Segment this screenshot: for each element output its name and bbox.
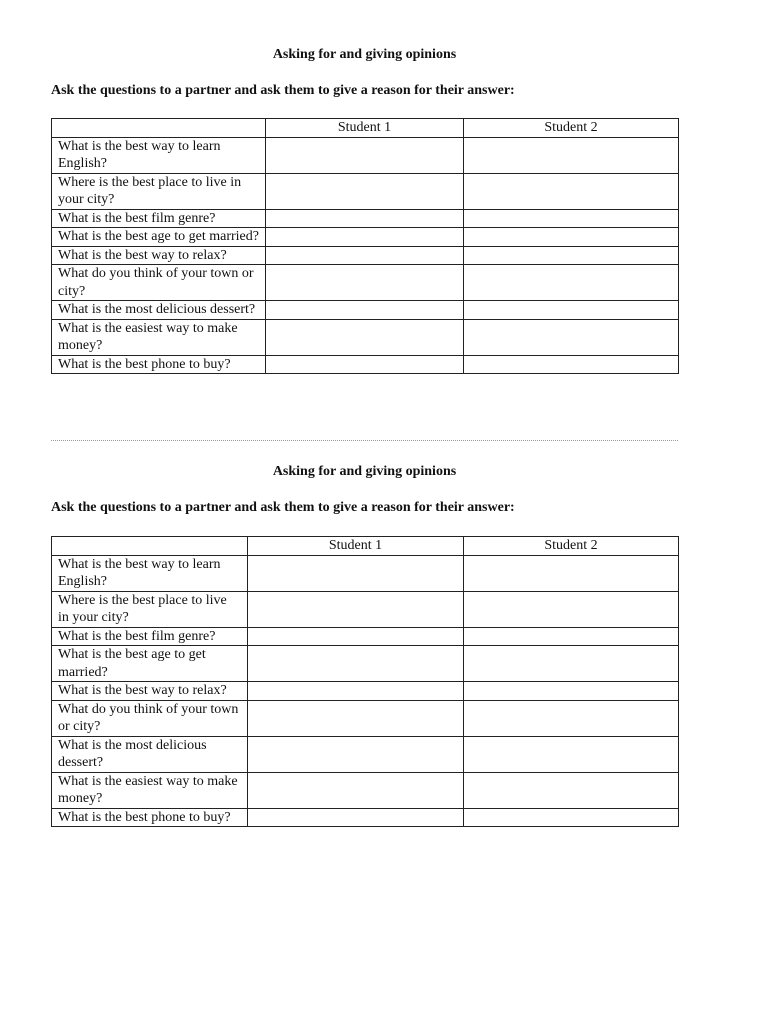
question-column-header <box>52 537 248 556</box>
student-2-answer-cell[interactable] <box>464 137 679 173</box>
table-row <box>52 137 679 173</box>
table-row <box>52 772 679 808</box>
table-row <box>52 646 679 682</box>
question-cell: What is the best film genre? <box>52 627 248 646</box>
question-cell: What is the easiest way to make money? <box>52 772 248 808</box>
student-2-answer-cell[interactable] <box>464 772 679 808</box>
student-2-answer-cell[interactable] <box>464 736 679 772</box>
student-1-answer-cell[interactable] <box>248 646 464 682</box>
student-2-answer-cell[interactable] <box>464 319 679 355</box>
student-1-answer-cell[interactable] <box>266 137 464 173</box>
worksheet-title: Asking for and giving opinions <box>272 47 457 62</box>
student-1-answer-cell[interactable] <box>248 772 464 808</box>
student-1-answer-cell[interactable] <box>248 627 464 646</box>
student-1-answer-cell[interactable] <box>266 209 464 228</box>
student-1-answer-cell[interactable] <box>266 246 464 265</box>
student-2-answer-cell[interactable] <box>464 555 679 591</box>
student-1-answer-cell[interactable] <box>248 591 464 627</box>
question-cell: What do you think of your town or city? <box>52 700 248 736</box>
question-cell: Where is the best place to live in your city? <box>52 591 248 627</box>
worksheet-title: Asking for and giving opinions <box>272 464 457 479</box>
question-cell: Where is the best place to live in your city? <box>52 173 266 209</box>
student-2-column-header: Student 2 <box>464 537 679 556</box>
table-row <box>52 591 679 627</box>
table-row <box>52 319 679 355</box>
question-cell: What is the most delicious dessert? <box>52 301 266 320</box>
student-1-answer-cell[interactable] <box>248 555 464 591</box>
worksheet-instructions: Ask the questions to a partner and ask them to give a reason for their answer: <box>51 500 515 515</box>
student-2-answer-cell[interactable] <box>464 209 679 228</box>
student-2-answer-cell[interactable] <box>464 173 679 209</box>
table-row <box>52 228 679 247</box>
questions-table <box>51 536 679 827</box>
question-cell: What is the best age to get married? <box>52 228 266 247</box>
question-cell: What is the best way to learn English? <box>52 555 248 591</box>
table-header-row <box>52 119 679 138</box>
question-cell: What is the best phone to buy? <box>52 355 266 374</box>
question-cell: What is the best film genre? <box>52 209 266 228</box>
student-1-column-header: Student 1 <box>248 537 464 556</box>
student-1-answer-cell[interactable] <box>248 736 464 772</box>
table-row <box>52 355 679 374</box>
cut-line-divider <box>51 440 678 441</box>
student-1-answer-cell[interactable] <box>248 682 464 701</box>
question-cell: What do you think of your town or city? <box>52 265 266 301</box>
student-2-answer-cell[interactable] <box>464 591 679 627</box>
student-2-answer-cell[interactable] <box>464 682 679 701</box>
question-cell: What is the most delicious dessert? <box>52 736 248 772</box>
table-row <box>52 700 679 736</box>
question-cell: What is the best phone to buy? <box>52 808 248 827</box>
student-2-answer-cell[interactable] <box>464 301 679 320</box>
worksheet-instructions: Ask the questions to a partner and ask them to give a reason for their answer: <box>51 83 515 98</box>
worksheet-1 <box>51 46 678 374</box>
student-1-answer-cell[interactable] <box>266 265 464 301</box>
question-cell: What is the best way to learn English? <box>52 137 266 173</box>
table-header-row <box>52 537 679 556</box>
question-cell: What is the best age to get married? <box>52 646 248 682</box>
table-row <box>52 209 679 228</box>
student-1-answer-cell[interactable] <box>266 301 464 320</box>
student-2-answer-cell[interactable] <box>464 265 679 301</box>
table-row <box>52 808 679 827</box>
question-cell: What is the best way to relax? <box>52 682 248 701</box>
student-1-column-header: Student 1 <box>266 119 464 138</box>
student-1-answer-cell[interactable] <box>266 173 464 209</box>
table-row <box>52 246 679 265</box>
questions-table <box>51 118 679 374</box>
question-cell: What is the easiest way to make money? <box>52 319 266 355</box>
student-1-answer-cell[interactable] <box>266 355 464 374</box>
question-column-header <box>52 119 266 138</box>
student-2-answer-cell[interactable] <box>464 355 679 374</box>
student-1-answer-cell[interactable] <box>248 808 464 827</box>
student-2-answer-cell[interactable] <box>464 246 679 265</box>
student-2-answer-cell[interactable] <box>464 808 679 827</box>
table-row <box>52 627 679 646</box>
table-row <box>52 265 679 301</box>
student-2-answer-cell[interactable] <box>464 627 679 646</box>
student-2-answer-cell[interactable] <box>464 646 679 682</box>
table-row <box>52 173 679 209</box>
table-row <box>52 555 679 591</box>
table-row <box>52 736 679 772</box>
worksheet-2 <box>51 463 678 827</box>
student-1-answer-cell[interactable] <box>266 228 464 247</box>
table-row <box>52 682 679 701</box>
table-row <box>52 301 679 320</box>
student-2-answer-cell[interactable] <box>464 228 679 247</box>
student-1-answer-cell[interactable] <box>248 700 464 736</box>
student-1-answer-cell[interactable] <box>266 319 464 355</box>
student-2-answer-cell[interactable] <box>464 700 679 736</box>
question-cell: What is the best way to relax? <box>52 246 266 265</box>
student-2-column-header: Student 2 <box>464 119 679 138</box>
